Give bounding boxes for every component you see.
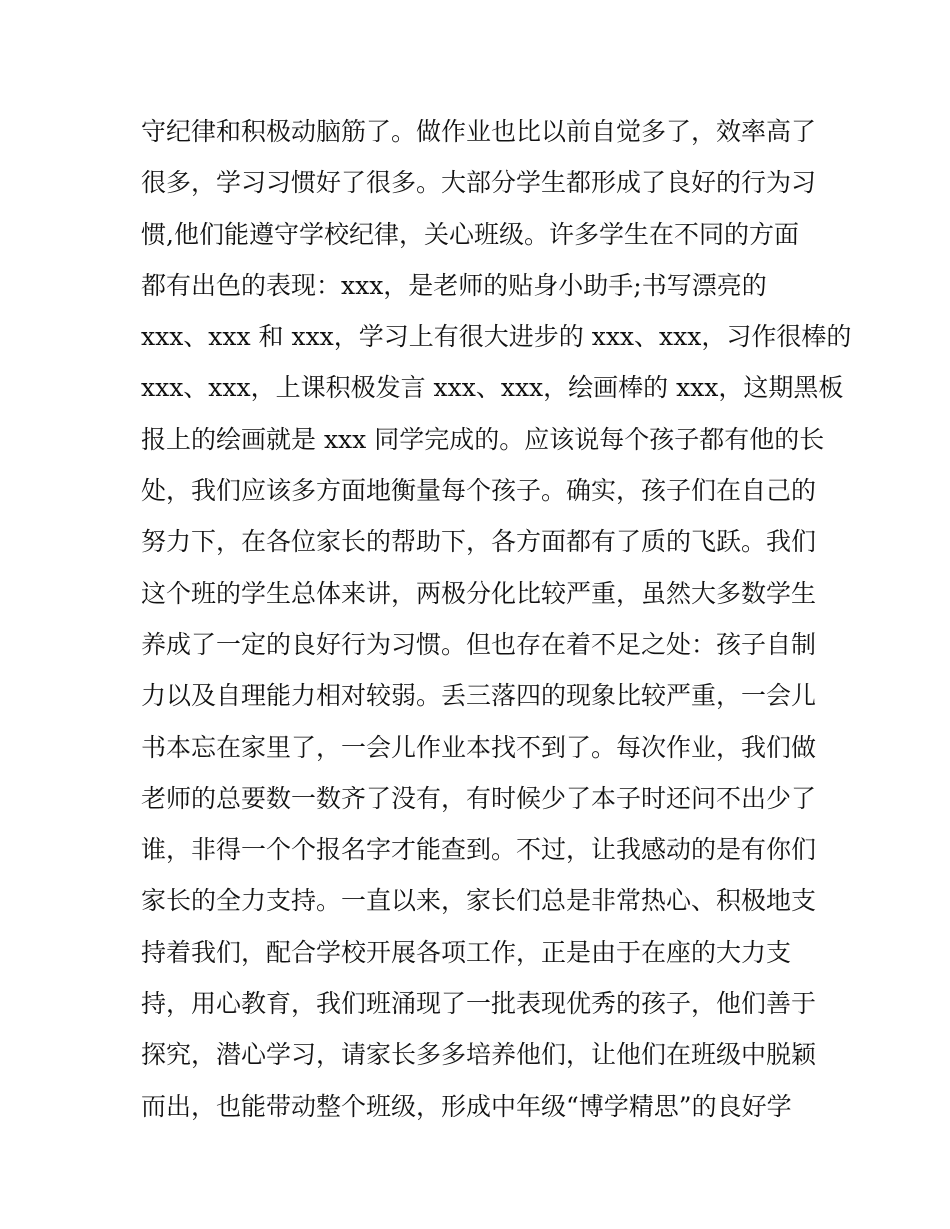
- text-line-17: 持着我们，配合学校开展各项工作，正是由于在座的大力支: [141, 937, 792, 967]
- text-line-13: 书本忘在家里了，一会儿作业本找不到了。每次作业，我们做: [141, 732, 817, 762]
- body-text: [141, 106, 852, 1132]
- text-line-4: 都有出色的表现：xxx，是老师的贴身小助手;书写漂亮的: [141, 270, 767, 300]
- text-line-19: 探究，潜心学习，请家长多多培养他们，让他们在班级中脱颖: [141, 1040, 817, 1070]
- text-line-7: 报上的绘画就是 xxx 同学完成的。应该说每个孩子都有他的长: [141, 424, 825, 454]
- text-line-1: 守纪律和积极动脑筋了。做作业也比以前自觉多了，效率高了: [141, 117, 817, 146]
- text-line-9: 努力下，在各位家长的帮助下，各方面都有了质的飞跃。我们: [141, 527, 817, 557]
- text-line-2: 很多，学习习惯好了很多。大部分学生都形成了良好的行为习: [141, 168, 817, 198]
- text-line-6: xxx、xxx，上课积极发言 xxx、xxx，绘画棒的 xxx，这期黑板: [141, 373, 844, 403]
- text-line-18: 持，用心教育，我们班涌现了一批表现优秀的孩子，他们善于: [141, 989, 817, 1019]
- text-line-10: 这个班的学生总体来讲，两极分化比较严重，虽然大多数学生: [141, 578, 817, 608]
- text-line-16: 家长的全力支持。一直以来，家长们总是非常热心、积极地支: [141, 886, 817, 916]
- text-line-12: 力以及自理能力相对较弱。丢三落四的现象比较严重，一会儿: [141, 681, 817, 711]
- text-line-5: xxx、xxx 和 xxx，学习上有很大进步的 xxx、xxx，习作很棒的: [141, 322, 852, 352]
- text-line-11: 养成了一定的良好行为习惯。但也存在着不足之处：孩子自制: [141, 629, 817, 659]
- text-line-8: 处，我们应该多方面地衡量每个孩子。确实，孩子们在自己的: [141, 476, 817, 506]
- text-line-20: 而出，也能带动整个班级，形成中年级“博学精思”的良好学: [141, 1091, 792, 1121]
- text-line-15: 谁，非得一个个报名字才能查到。不过，让我感动的是有你们: [141, 835, 817, 865]
- text-line-14: 老师的总要数一数齐了没有，有时候少了本子时还问不出少了: [141, 783, 817, 813]
- text-line-3: 惯,他们能遵守学校纪律，关心班级。许多学生在不同的方面: [141, 219, 799, 249]
